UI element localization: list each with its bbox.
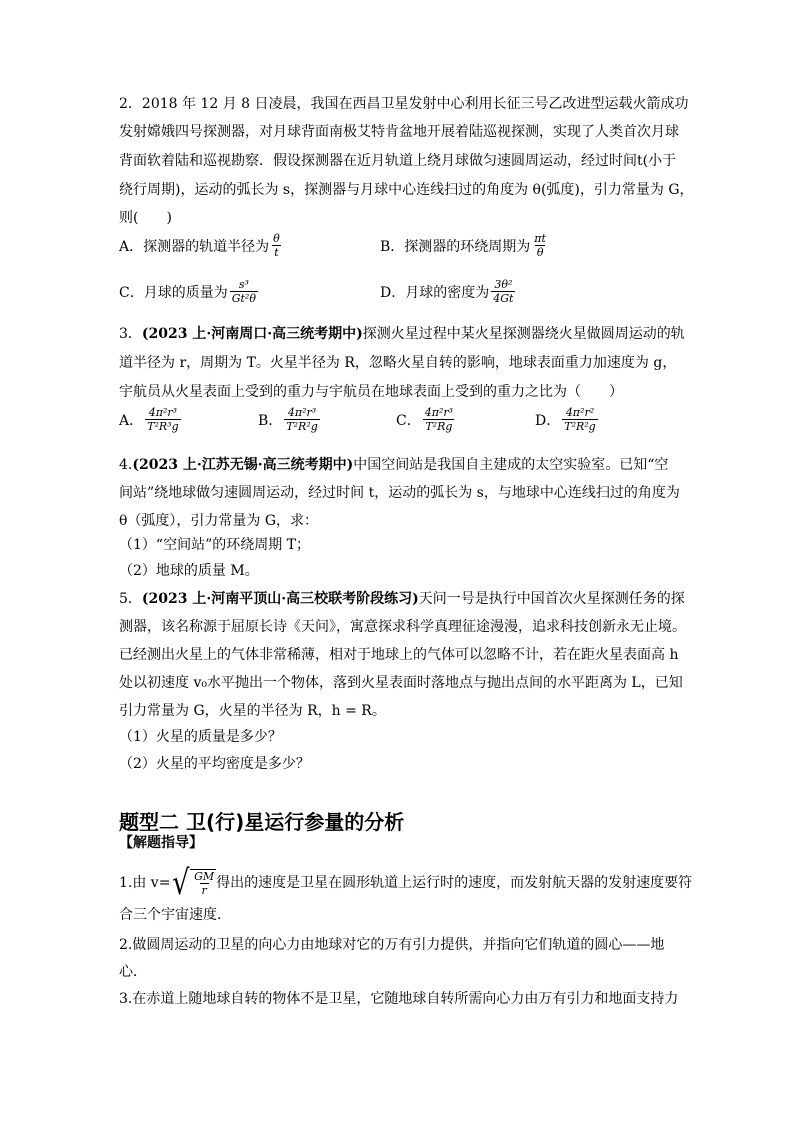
q2-option-a: [119, 232, 282, 259]
sqrt-fraction: [192, 870, 216, 897]
q2-option-d-den: 4Gt: [493, 292, 514, 305]
q2-option-c-den: Gt²θ: [231, 292, 256, 305]
q4-line-5: （2）地球的质量 M。: [119, 563, 259, 579]
q2-line-4: 绕行周期)，运动的弧长为 s，探测器与月球中心连线扫过的角度为 θ(弧度)，引力常量为 G，: [119, 182, 694, 198]
q3-option-b: [258, 406, 320, 433]
q3-number: 3．: [119, 326, 142, 342]
q4-line-2: 间站”绕地球做匀速圆周运动，经过时间 t，运动的弧长为 s，与地球中心连线扫过的角度为: [119, 485, 680, 501]
sqrt-den: r: [201, 884, 207, 897]
q5-line-3: 已经测出火星上的气体非常稀薄，相对于地球上的气体可以忽略不计，若在距火星表面高 h: [119, 647, 679, 663]
q2-option-a-label: A．探测器的轨道半径为: [119, 238, 270, 255]
q3-line-2: 道半径为 r，周期为 T。火星半径为 R，忽略火星自转的影响，地球表面重力加速度为 g，: [119, 355, 677, 371]
q2-option-d-num: 3θ²: [494, 278, 513, 291]
guide-point-2-line-2: 心．: [119, 964, 147, 980]
q4-line-3: θ（弧度），引力常量为 G，求：: [119, 513, 319, 529]
q2-option-c-label: C．月球的质量为: [119, 284, 228, 301]
guide-point-1: [119, 863, 693, 903]
q3-option-d-label: D．: [535, 412, 561, 429]
q2-option-b-fraction: [532, 232, 548, 259]
q3-option-d-num: 4π²r²: [565, 406, 595, 419]
q2-line-5: 则( ): [119, 210, 172, 226]
q3-option-c-fraction: [423, 406, 455, 433]
q2-option-a-fraction: [271, 232, 282, 259]
guide-point-3-line-1: 3.在赤道上随地球自转的物体不是卫星，它随地球自转所需向心力由万有引力和地面支持力: [119, 991, 679, 1007]
q3-line-1-text: 探测火星过程中某火星探测器绕火星做圆周运动的轨: [362, 326, 685, 342]
q3-option-a-label: A．: [119, 412, 144, 429]
q5-line-2: 测器，该名称源于屈原长诗《天问》，寓意探求科学真理征途漫漫，追求科技创新永无止境。: [119, 619, 686, 635]
q5-number: 5．: [119, 591, 142, 607]
q3-option-b-label: B．: [258, 412, 283, 429]
q2-option-c-num: s³: [238, 278, 249, 291]
q4-number: 4.: [119, 457, 133, 473]
q2-line-1: 2．2018 年 12 月 8 日凌晨，我国在西昌卫星发射中心利用长征三号乙改进型运载火箭成功: [119, 96, 689, 112]
q5-line-7: （2）火星的平均密度是多少？: [119, 756, 310, 772]
q3-source: (2023 上·河南周口·高三统考期中): [141, 326, 363, 342]
q5-line-5: 引力常量为 G，火星的半径为 R，h = R。: [119, 703, 386, 719]
q5-source: (2023 上·河南平顶山·高三校联考阶段练习): [141, 591, 419, 607]
q4-source: (2023 上·江苏无锡·高三统考期中): [132, 457, 354, 473]
q2-line-3: 背面软着陆和巡视勘察．假设探测器在近月轨道上绕月球做匀速圆周运动，经过时间t(小于: [119, 153, 677, 169]
q3-option-b-num: 4π²r³: [287, 406, 317, 419]
q3-line-3: 宇航员从火星表面上受到的重力与宇航员在地球表面上受到的重力之比为（ ）: [119, 384, 623, 400]
q3-option-a-fraction: [145, 406, 180, 433]
q3-option-d-den: T²R²g: [564, 420, 596, 433]
q3-option-c: [396, 406, 455, 433]
q2-option-c-fraction: [230, 278, 258, 305]
q3-option-a: [119, 406, 181, 433]
guide-point-1-line-2: 合三个宇宙速度．: [119, 907, 231, 923]
q2-option-b-label: B．探测器的环绕周期为: [380, 238, 531, 255]
q2-option-d-fraction: [491, 278, 515, 305]
q2-option-b-den: θ: [536, 246, 544, 259]
guide-point-1-text: 得出的速度是卫星在圆形轨道上运行时的速度，而发射航天器的发射速度要符: [216, 875, 693, 891]
q2-option-b: [380, 232, 548, 259]
q2-option-d-label: D．月球的密度为: [380, 284, 490, 301]
sqrt-num: GM: [194, 870, 215, 883]
q3-option-c-label: C．: [396, 412, 421, 429]
q3-option-b-den: T²R²g: [286, 420, 318, 433]
q3-option-b-fraction: [284, 406, 319, 433]
q3-line-1: [119, 322, 685, 346]
q3-option-d-fraction: [562, 406, 597, 433]
q3-option-a-num: 4π²r³: [148, 406, 178, 419]
q5-line-1-text: 天问一号是执行中国首次火星探测任务的探: [418, 591, 685, 607]
q2-option-a-den: t: [274, 246, 279, 259]
q2-option-a-num: θ: [273, 232, 280, 245]
q3-option-a-den: T²R³g: [147, 420, 179, 433]
q5-line-6: （1）火星的质量是多少？: [119, 729, 282, 745]
q2-option-b-num: πt: [534, 232, 546, 245]
guide-point-2-line-1: 2.做圆周运动的卫星的向心力由地球对它的万有引力提供，并指向它们轨道的圆心——地: [119, 937, 665, 953]
section-title: 题型二 卫(行)星运行参量的分析: [119, 810, 405, 834]
q3-option-d: [535, 406, 598, 433]
q3-option-c-den: T²Rg: [425, 420, 453, 433]
q2-option-c: [119, 278, 258, 305]
q4-line-4: （1）“空间站”的环绕周期 T；: [119, 537, 311, 553]
q2-line-2: 发射嫦娥四号探测器，对月球背面南极艾特肯盆地开展着陆巡视探测，实现了人类首次月球: [119, 124, 679, 140]
q4-line-1: [119, 453, 668, 477]
sqrt-icon: √: [172, 863, 190, 903]
q3-option-c-num: 4π²r³: [424, 406, 454, 419]
sqrt-formula: [170, 863, 216, 903]
q4-line-1-text: 中国空间站是我国自主建成的太空实验室。已知“空: [353, 457, 669, 473]
section-subtitle: 【解题指导】: [119, 835, 203, 851]
guide-point-1-prefix: 1.由 v=: [119, 875, 171, 891]
q2-option-d: [380, 278, 515, 305]
q5-line-4: 处以初速度 v₀水平抛出一个物体，落到火星表面时落地点与抛出点间的水平距离为 L，已知: [119, 675, 683, 691]
q5-line-1: [119, 587, 685, 611]
